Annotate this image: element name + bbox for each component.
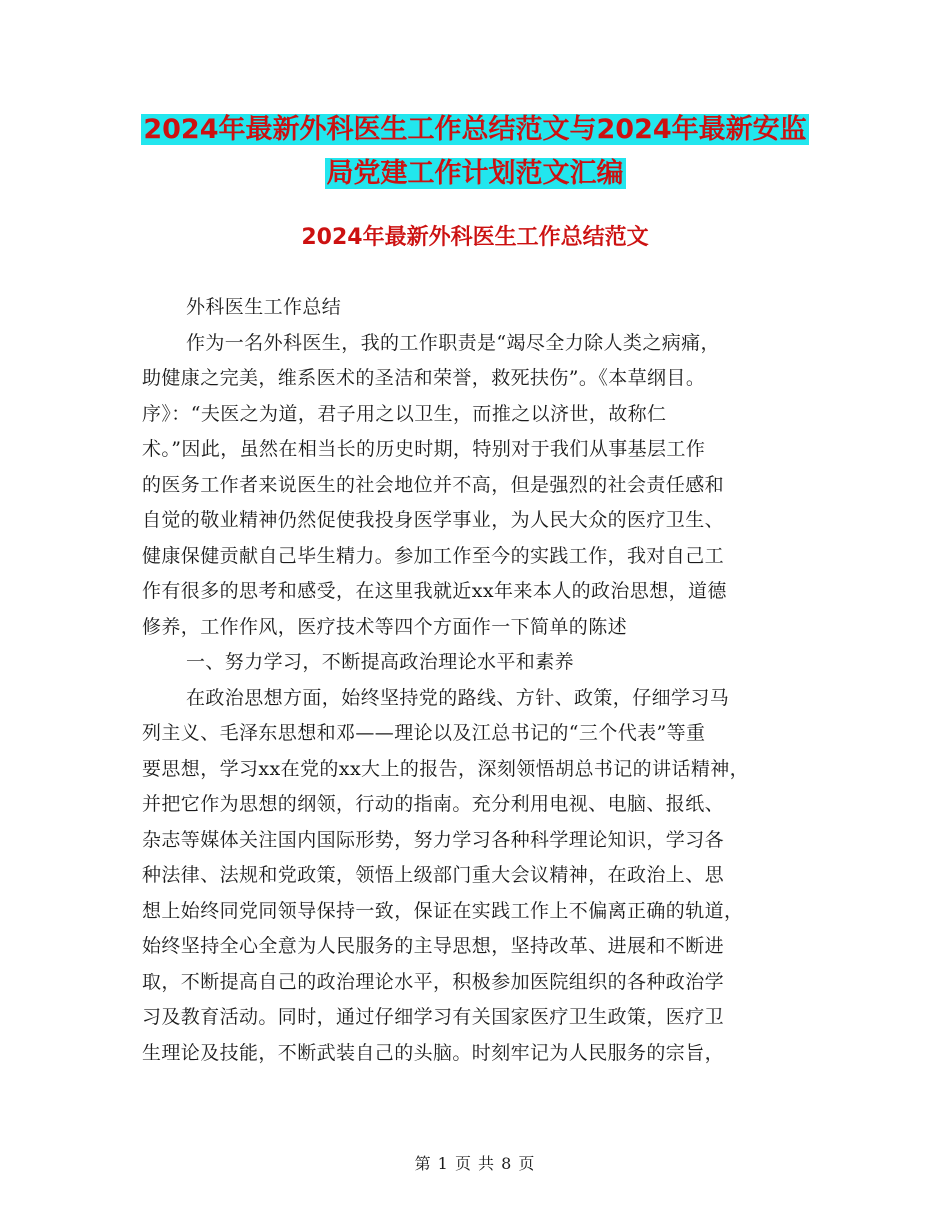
document-title-line-1 — [0, 113, 950, 147]
text-line: 作有很多的思考和感受，在这里我就近xx年来本人的政治思想，道德 — [142, 580, 727, 602]
text-line: 杂志等媒体关注国内国际形势，努力学习各种科学理论知识，学习各 — [142, 828, 725, 851]
text-line: 习及教育活动。同时，通过仔细学习有关国家医疗卫生政策，医疗卫 — [142, 1006, 725, 1028]
text-line: 健康保健贡献自己毕生精力。参加工作至今的实践工作，我对自己工 — [142, 544, 725, 567]
document-title-line-2 — [0, 157, 950, 191]
text-line: 列主义、毛泽东思想和邓——理论以及江总书记的“三个代表”等重 — [142, 722, 706, 744]
text-line: 作为一名外科医生，我的工作职责是“竭尽全力除人类之病痛， — [186, 331, 720, 354]
text-line: 想上始终同党同领导保持一致，保证在实践工作上不偏离正确的轨道， — [142, 899, 744, 922]
body-text — [142, 290, 832, 1071]
text-line: 始终坚持全心全意为人民服务的主导思想，坚持改革、进展和不断进 — [142, 935, 725, 957]
text-line: 并把它作为思想的纲领，行动的指南。充分利用电视、电脑、报纸、 — [142, 793, 725, 815]
text-line: 生理论及技能，不断武装自己的头脑。时刻牢记为人民服务的宗旨， — [142, 1041, 725, 1064]
section-title: 2024年最新外科医生工作总结范文 — [301, 225, 649, 250]
text-line: 的医务工作者来说医生的社会地位并不高，但是强烈的社会责任感和 — [142, 473, 725, 496]
text-line: 取，不断提高自己的政治理论水平，积极参加医院组织的各种政治学 — [142, 970, 725, 993]
text-line: 自觉的敬业精神仍然促使我投身医学事业，为人民大众的医疗卫生、 — [142, 509, 725, 531]
title-highlight: 局党建工作计划范文汇编 — [326, 158, 624, 189]
text-line: 种法律、法规和党政策，领悟上级部门重大会议精神，在政治上、思 — [142, 864, 725, 886]
text-line: 修养，工作作风，医疗技术等四个方面作一下简单的陈述 — [142, 615, 628, 638]
text-line: 序》：“夫医之为道，君子用之以卫生，而推之以济世，故称仁 — [142, 402, 667, 425]
text-line: 术。”因此，虽然在相当长的历史时期，特别对于我们从事基层工作 — [142, 438, 706, 460]
text-line: 一、努力学习，不断提高政治理论水平和素养 — [186, 651, 575, 673]
page-footer: 第 1 页 共 8 页 — [414, 1154, 536, 1173]
text-line: 要思想，学习xx在党的xx大上的报告，深刻领悟胡总书记的讲话精神， — [142, 757, 750, 780]
title-highlight: 2024年最新外科医生工作总结范文与2024年最新安监 — [143, 114, 807, 145]
text-line: 助健康之完美，维系医术的圣洁和荣誉，救死扶伤”。《本草纲目。 — [142, 367, 706, 389]
text-line: 外科医生工作总结 — [186, 296, 342, 318]
text-line: 在政治思想方面，始终坚持党的路线、方针、政策，仔细学习马 — [186, 686, 730, 709]
